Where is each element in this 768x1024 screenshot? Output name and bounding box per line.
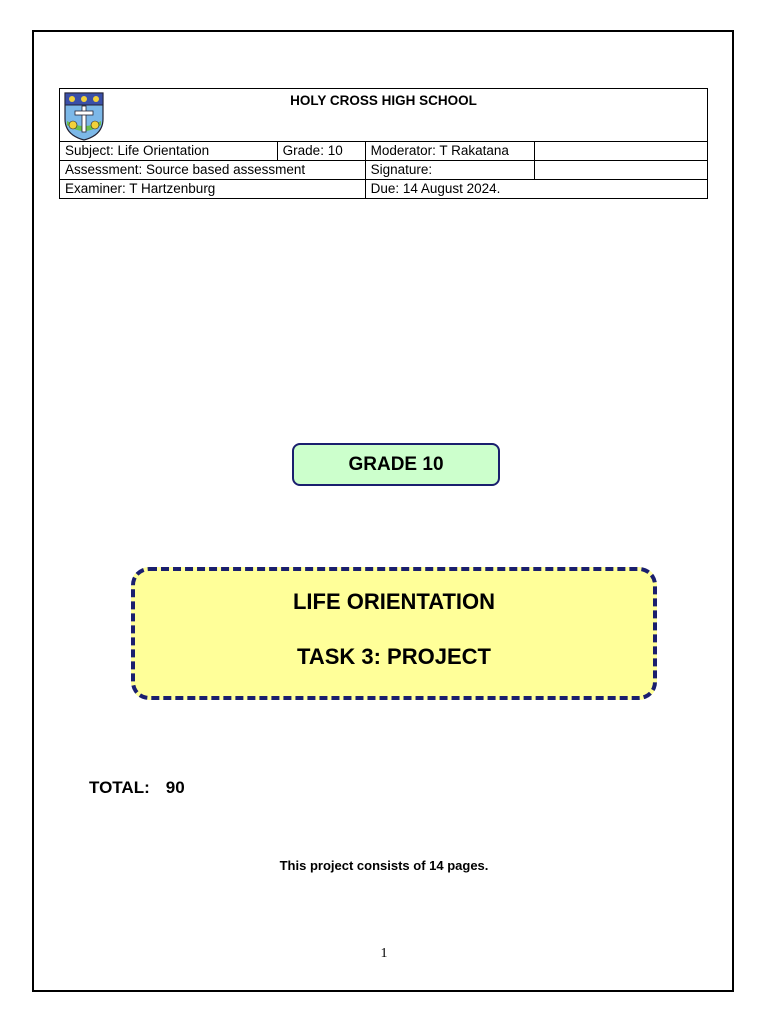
- task-title: TASK 3: PROJECT: [297, 644, 491, 669]
- total-label: TOTAL:: [89, 778, 150, 797]
- moderator-blank-cell: [535, 142, 708, 161]
- due-date-cell: Due: 14 August 2024.: [365, 180, 707, 199]
- signature-cell: Signature:: [365, 161, 535, 180]
- school-cell: [60, 89, 708, 142]
- title-box: [131, 567, 657, 700]
- signature-blank-cell: [535, 161, 708, 180]
- page-number: 1: [380, 946, 388, 961]
- pages-note: This project consists of 14 pages.: [279, 858, 489, 873]
- school-crest-icon: [63, 91, 105, 141]
- total-marks: [89, 778, 185, 798]
- moderator-cell: Moderator: T Rakatana: [365, 142, 535, 161]
- subject-title: LIFE ORIENTATION: [292, 589, 496, 614]
- school-name: HOLY CROSS HIGH SCHOOL: [290, 93, 477, 108]
- header-table: [59, 88, 708, 199]
- examiner-cell: Examiner: T Hartzenburg: [60, 180, 366, 199]
- total-value: 90: [165, 778, 185, 797]
- subject-cell: Subject: Life Orientation: [60, 142, 278, 161]
- grade-banner: GRADE 10: [292, 443, 500, 486]
- grade-cell: Grade: 10: [277, 142, 365, 161]
- assessment-cell: Assessment: Source based assessment: [60, 161, 366, 180]
